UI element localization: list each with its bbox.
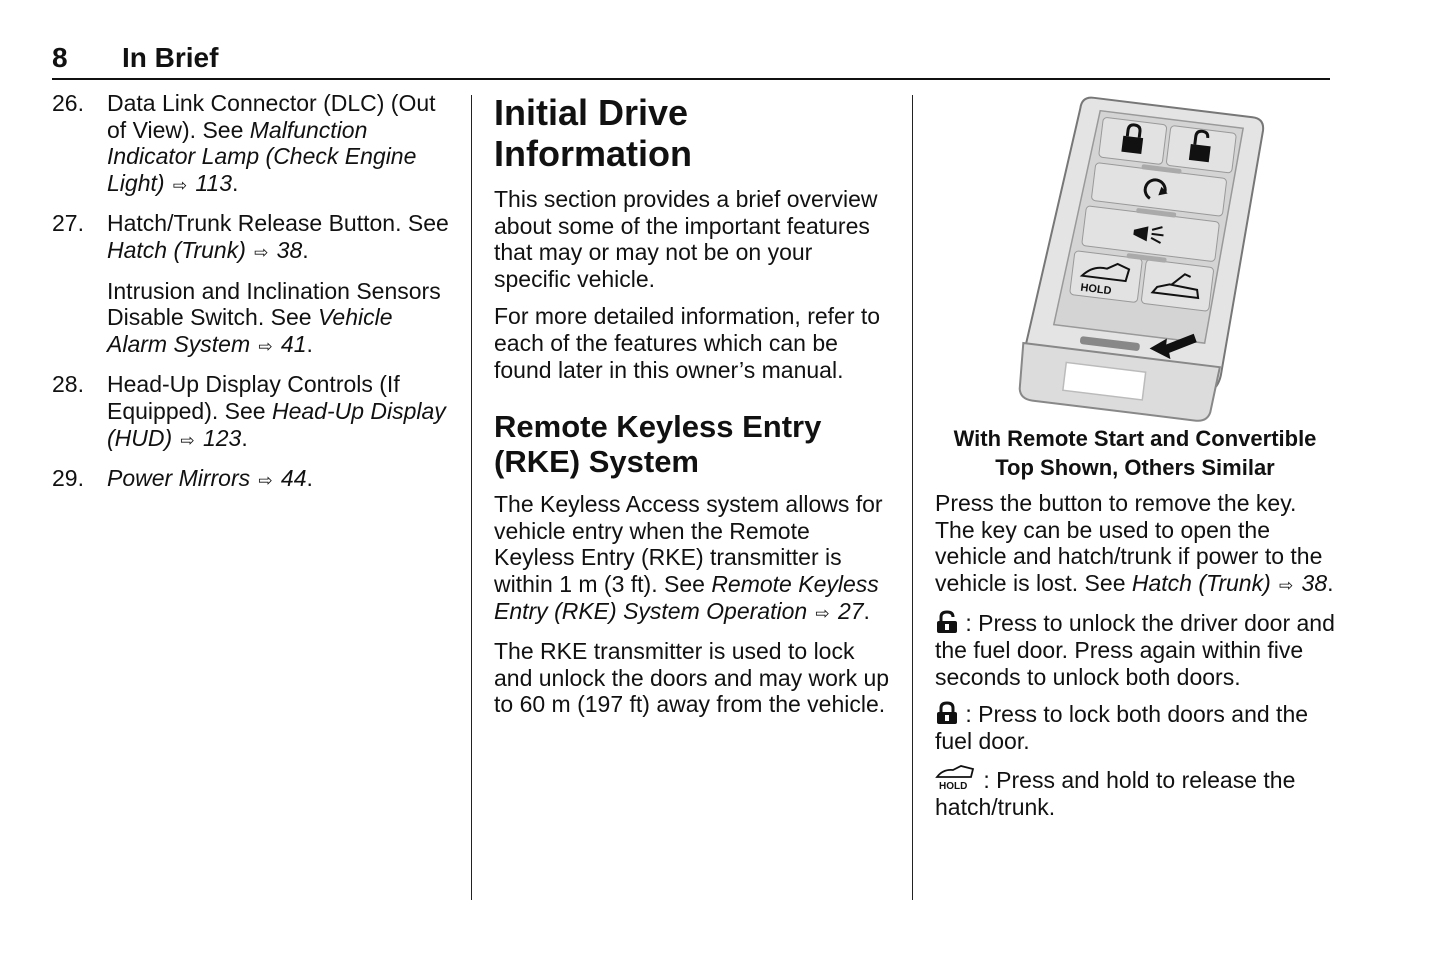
page-header (52, 40, 1330, 80)
page-ref-arrow-icon: ⇨ (172, 175, 188, 195)
svg-text:HOLD: HOLD (939, 781, 968, 792)
page-ref-arrow-icon: ⇨ (1279, 575, 1294, 595)
page-ref-arrow-icon: ⇨ (258, 471, 273, 491)
cross-reference-link[interactable]: Hatch (Trunk) (1131, 569, 1271, 596)
column-divider (912, 95, 913, 900)
middle-column (494, 90, 894, 729)
unlock-icon (935, 610, 959, 634)
list-item: 26. Data Link Connector (DLC) (Out of View). See Malfunction Indicator Lamp (Check Engine Light) ⇨ 113. (52, 90, 452, 199)
list-subitem: Intrusion and Inclination Sensors Disable Switch. See Vehicle Alarm System ⇨ 41. (52, 278, 452, 361)
paragraph: : Press to unlock the driver door and the fuel door. Press again within five seconds to unlock both doors. (935, 610, 1335, 690)
trunk-release-icon (935, 765, 977, 791)
right-column (935, 90, 1335, 832)
figure-caption: With Remote Start and Convertible Top Shown, Others Similar (953, 426, 1317, 480)
paragraph: This section provides a brief overview about some of the important features that may or may not be on your specific vehicle. (494, 186, 878, 292)
page-ref-arrow-icon: ⇨ (180, 430, 195, 450)
list-item: 28. Head-Up Display Controls (If Equipped). See Head-Up Display (HUD) ⇨ 123. (52, 371, 452, 454)
list-item: 29. Power Mirrors ⇨ 44. (52, 465, 452, 495)
page-ref-arrow-icon: ⇨ (815, 603, 830, 623)
cross-reference-link[interactable]: Remote Keyless Entry (RKE) System Operation (494, 570, 879, 624)
lock-icon (935, 701, 959, 725)
cross-reference-link[interactable]: Hatch (Trunk) (107, 236, 246, 263)
cross-reference-link[interactable]: Head-Up Display (HUD) (107, 397, 446, 451)
paragraph: For more detailed information, refer to each of the features which can be found later in this owner’s manual. (494, 303, 881, 383)
page-reference[interactable]: 44 (280, 465, 307, 492)
page-number: 8 (52, 42, 68, 73)
cross-reference-link[interactable]: Malfunction Indicator Lamp (Check Engine Light) (107, 116, 417, 196)
page-reference[interactable]: 38 (276, 236, 303, 263)
page-reference[interactable]: 38 (1301, 569, 1328, 596)
svg-text:HOLD: HOLD (1079, 281, 1113, 298)
paragraph: The Keyless Access system allows for vehicle entry when the Remote Keyless Entry (RKE) transmitter is within 1 m (3 ft). See Remote Keyless Entry (RKE) System Operation ⇨ 27. (494, 491, 894, 627)
list-item: 27. Hatch/Trunk Release Button. See Hatch (Trunk) ⇨ 38. (52, 210, 452, 266)
paragraph: The RKE transmitter is used to lock and unlock the doors and may work up to 60 m (197 ft) away from the vehicle. (494, 638, 890, 718)
left-column (52, 90, 452, 506)
paragraph: HOLD : Press and hold to release the hatch/trunk. (935, 767, 1296, 820)
page-reference[interactable]: 27 (837, 597, 864, 624)
paragraph: Press the button to remove the key. The key can be used to open the vehicle and hatch/trunk if power to the vehicle is lost. See Hatch (Trunk) ⇨ 38. (935, 490, 1335, 599)
paragraph: : Press to lock both doors and the fuel door. (935, 701, 1309, 754)
page-ref-arrow-icon: ⇨ (254, 242, 269, 262)
key-fob-illustration (935, 94, 1335, 424)
page-ref-arrow-icon: ⇨ (258, 336, 273, 356)
cross-reference-link[interactable]: Vehicle Alarm System (107, 304, 393, 357)
section-heading: Initial Drive Information (494, 92, 692, 174)
cross-reference-link[interactable]: Power Mirrors (107, 465, 251, 492)
section-title: In Brief (122, 42, 219, 73)
page-reference[interactable]: 123 (202, 424, 242, 451)
page-reference[interactable]: 41 (280, 330, 307, 357)
page-reference[interactable]: 113 (195, 169, 232, 196)
subsection-heading: Remote Keyless Entry (RKE) System (494, 409, 822, 480)
key-fob-drawing (935, 94, 1335, 424)
column-divider (471, 95, 472, 900)
